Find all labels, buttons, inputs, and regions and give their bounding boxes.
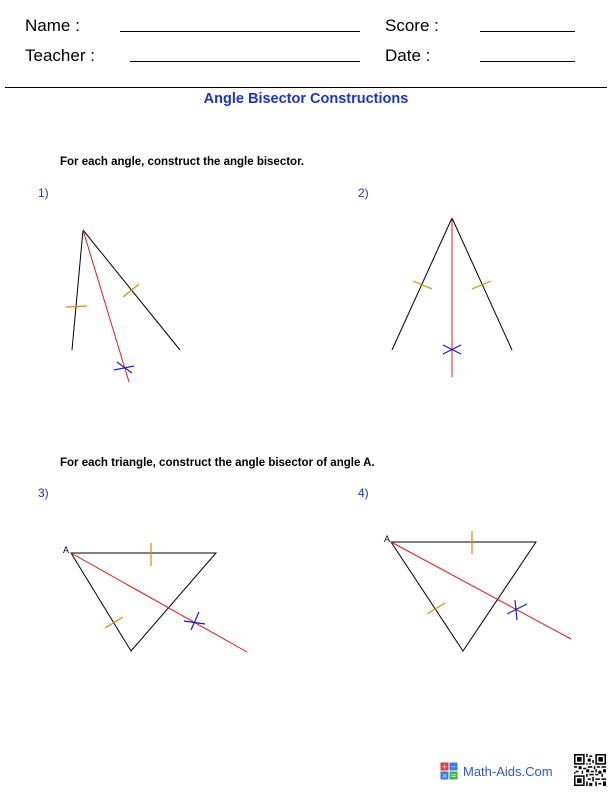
name-label: Name : [25, 16, 80, 35]
vertex-a-label-4: A [384, 534, 391, 544]
angle-2-ray-right [452, 218, 512, 350]
triangle-4-cross-mark-b [507, 604, 527, 614]
page-title: Angle Bisector Constructions [203, 91, 409, 107]
figure-3 [71, 543, 247, 652]
figure-4 [391, 531, 571, 651]
figure-1 [66, 230, 180, 382]
angle-1-cross-mark-b [117, 362, 132, 373]
vertex-a-label-3: A [63, 545, 70, 555]
brand-logo [440, 762, 553, 780]
figure-2 [392, 218, 512, 377]
svg-text:−: − [450, 763, 457, 771]
section1-instruction: For each angle, construct the angle bisector. [60, 156, 305, 168]
triangle-4-arc-mark-side [427, 603, 445, 614]
calculator-icon [440, 762, 458, 780]
angle-1-arc-mark-right [123, 284, 139, 297]
qr-code [574, 754, 606, 786]
brand-name: Math-Aids.Com [463, 763, 553, 779]
date-label: Date : [385, 46, 431, 65]
teacher-label: Teacher : [25, 46, 95, 65]
angle-1-ray-left [72, 230, 83, 350]
problem-1-number: 1) [38, 186, 49, 200]
triangle-3 [71, 553, 216, 651]
problem-4-number: 4) [358, 486, 369, 500]
angle-1-arc-mark-left [66, 306, 87, 307]
problem-2-number: 2) [358, 186, 369, 200]
score-label: Score : [385, 16, 439, 35]
angle-2-ray-left [392, 218, 452, 350]
triangle-3-arc-mark-side [105, 617, 123, 628]
angle-1-bisector [83, 230, 129, 382]
triangle-4 [391, 542, 536, 651]
svg-text:+: + [441, 763, 448, 771]
svg-text:×: × [441, 772, 448, 780]
section2-instruction: For each triangle, construct the angle bisector of angle A. [60, 457, 375, 469]
problem-3-number: 3) [38, 486, 49, 500]
svg-text:=: = [450, 772, 457, 780]
triangle-3-bisector [71, 553, 247, 652]
